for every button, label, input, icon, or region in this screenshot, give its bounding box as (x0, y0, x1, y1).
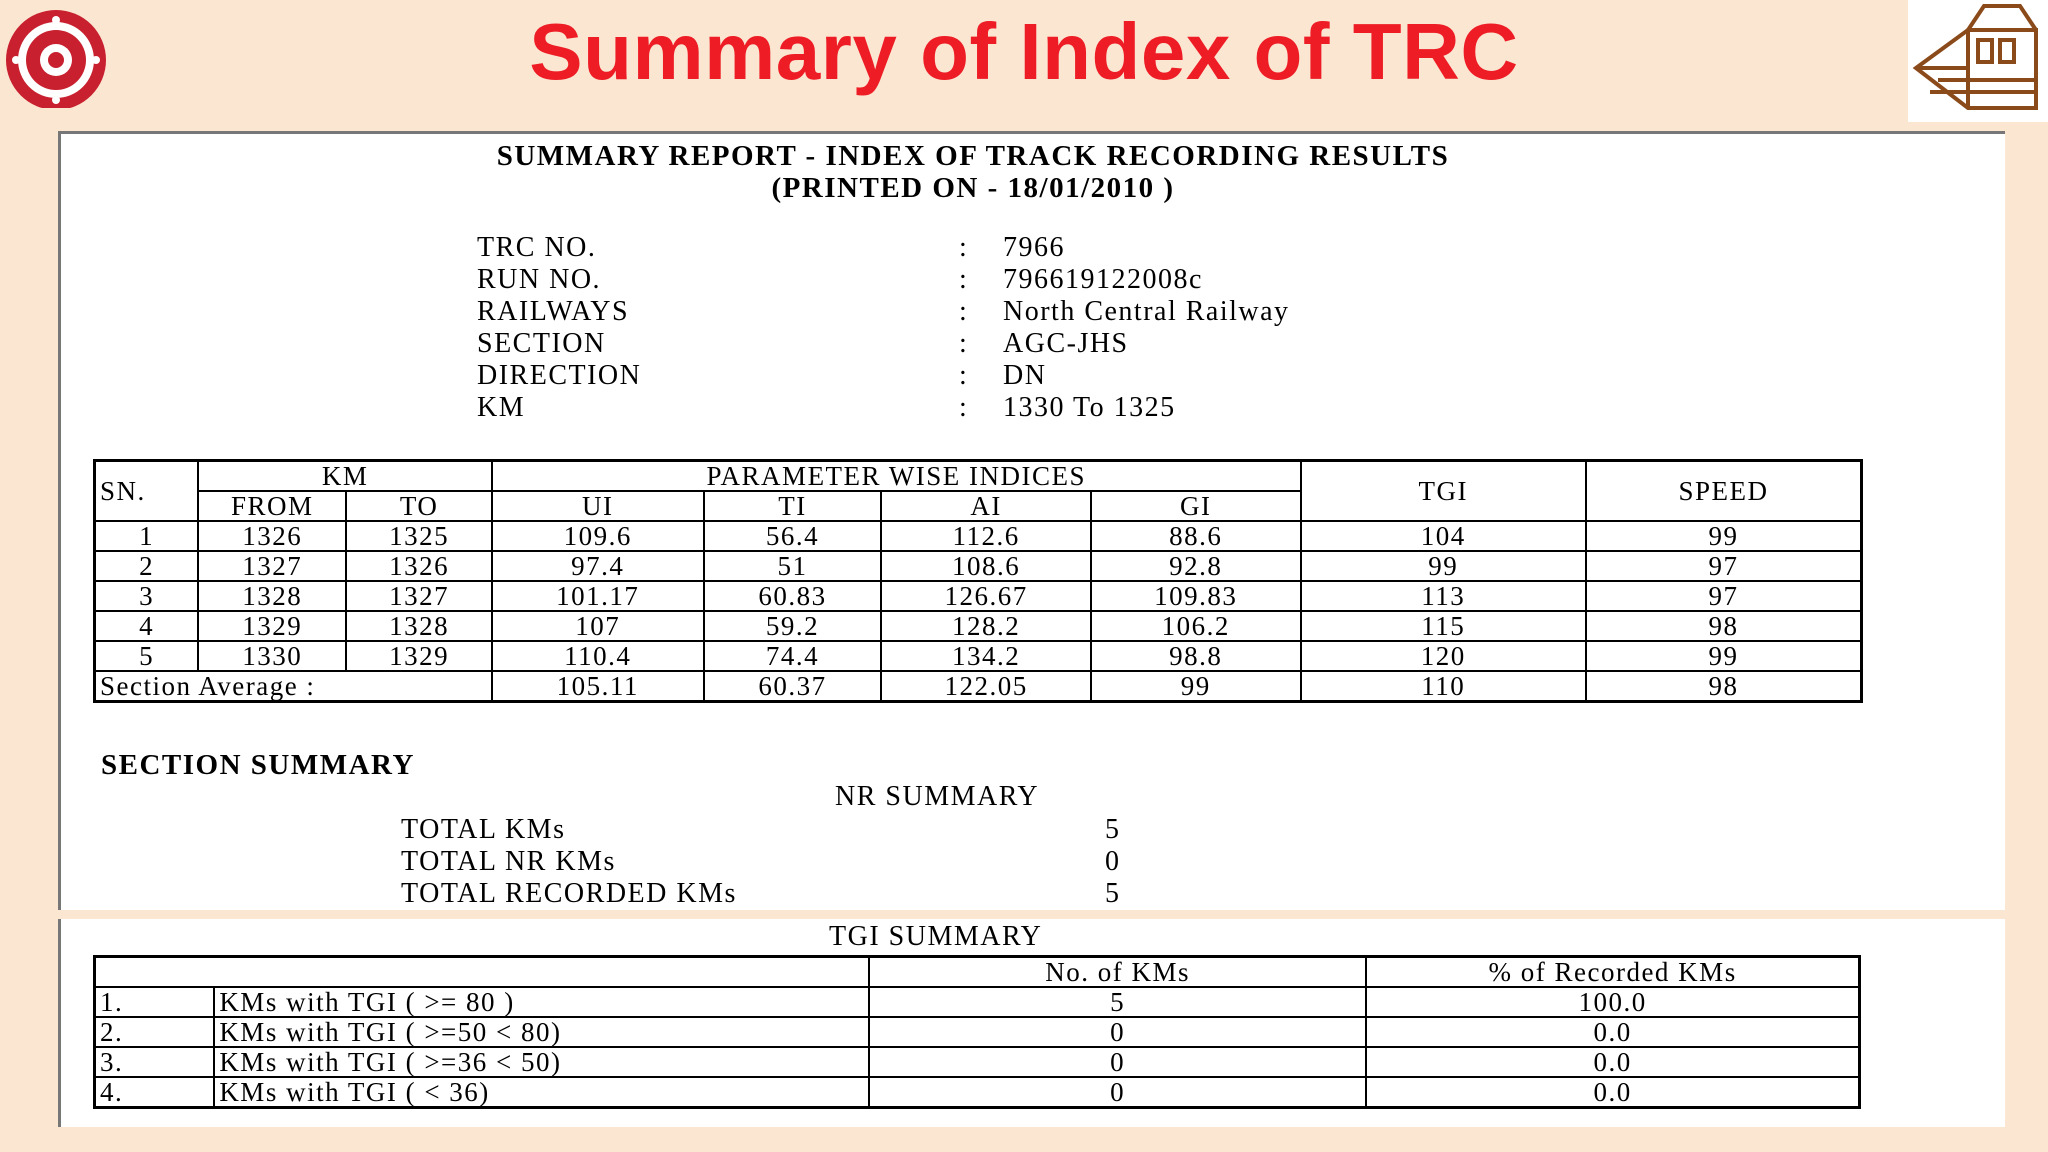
cell-speed: 97 (1586, 581, 1862, 611)
cell-ui: 109.6 (492, 521, 704, 551)
cell-pct: 0.0 (1366, 1017, 1859, 1047)
cell-ai: 112.6 (881, 521, 1091, 551)
header-pct-recorded-kms: % of Recorded KMs (1366, 957, 1859, 988)
cell-index: 1. (95, 987, 215, 1017)
avg-gi: 99 (1091, 671, 1301, 702)
header-sn: SN. (95, 461, 199, 522)
tgi-summary-heading: TGI SUMMARY (829, 921, 1043, 952)
cell-ai: 108.6 (881, 551, 1091, 581)
summary-value-total-kms: 5 (1105, 814, 1121, 845)
report-sheet (58, 131, 2005, 910)
indices-table (93, 459, 1863, 703)
rdso-train-logo (1908, 0, 2048, 122)
report-printed-on: (PRINTED ON - 18/01/2010 ) (771, 172, 1175, 204)
tgi-summary-sheet (58, 919, 2005, 1127)
table-row (95, 987, 1860, 1017)
cell-to: 1329 (346, 641, 492, 671)
info-colon: : (959, 328, 969, 359)
summary-value-total-recorded-kms: 5 (1105, 878, 1121, 909)
info-label-direction: DIRECTION (477, 360, 642, 391)
info-colon: : (959, 296, 969, 327)
table-header-row (95, 461, 1862, 492)
info-colon: : (959, 360, 969, 391)
info-value-km: 1330 To 1325 (1003, 392, 1176, 423)
cell-tgi: 115 (1301, 611, 1586, 641)
table-row (95, 521, 1862, 551)
header-km: KM (198, 461, 492, 492)
section-average-row (95, 671, 1862, 702)
cell-gi: 106.2 (1091, 611, 1301, 641)
info-label-km: KM (477, 392, 526, 423)
cell-ti: 60.83 (704, 581, 882, 611)
slide-title: Summary of Index of TRC (529, 7, 1519, 96)
header-ai: AI (881, 491, 1091, 521)
info-value-section: AGC-JHS (1003, 328, 1129, 359)
cell-ti: 74.4 (704, 641, 882, 671)
info-label-section: SECTION (477, 328, 606, 359)
indian-railways-logo (0, 8, 112, 108)
cell-sn: 4 (95, 611, 199, 641)
summary-label-total-kms: TOTAL KMs (401, 814, 566, 845)
avg-ai: 122.05 (881, 671, 1091, 702)
cell-no-of-kms: 0 (869, 1077, 1366, 1108)
info-colon: : (959, 392, 969, 423)
cell-tgi: 120 (1301, 641, 1586, 671)
cell-index: 4. (95, 1077, 215, 1108)
info-value-railways: North Central Railway (1003, 296, 1290, 327)
info-label-trc-no: TRC NO. (477, 232, 597, 263)
table-row (95, 1017, 1860, 1047)
cell-category: KMs with TGI ( < 36) (214, 1077, 869, 1108)
cell-ui: 101.17 (492, 581, 704, 611)
cell-gi: 98.8 (1091, 641, 1301, 671)
cell-ti: 59.2 (704, 611, 882, 641)
cell-speed: 99 (1586, 641, 1862, 671)
cell-no-of-kms: 0 (869, 1017, 1366, 1047)
cell-tgi: 99 (1301, 551, 1586, 581)
header-blank (95, 957, 870, 988)
cell-from: 1327 (198, 551, 346, 581)
cell-ai: 134.2 (881, 641, 1091, 671)
avg-speed: 98 (1586, 671, 1862, 702)
cell-from: 1326 (198, 521, 346, 551)
report-title: SUMMARY REPORT - INDEX OF TRACK RECORDING RESULTS (496, 140, 1450, 172)
cell-speed: 97 (1586, 551, 1862, 581)
cell-ti: 51 (704, 551, 882, 581)
cell-pct: 0.0 (1366, 1077, 1859, 1108)
cell-index: 2. (95, 1017, 215, 1047)
cell-no-of-kms: 0 (869, 1047, 1366, 1077)
cell-sn: 2 (95, 551, 199, 581)
cell-category: KMs with TGI ( >=36 < 50) (214, 1047, 869, 1077)
cell-index: 3. (95, 1047, 215, 1077)
table-header-row (95, 957, 1860, 988)
tgi-summary-table (93, 955, 1861, 1109)
cell-category: KMs with TGI ( >=50 < 80) (214, 1017, 869, 1047)
info-value-trc-no: 7966 (1003, 232, 1065, 263)
header-from: FROM (198, 491, 346, 521)
summary-label-total-nr-kms: TOTAL NR KMs (401, 846, 616, 877)
avg-ui: 105.11 (492, 671, 704, 702)
cell-ai: 126.67 (881, 581, 1091, 611)
cell-category: KMs with TGI ( >= 80 ) (214, 987, 869, 1017)
header-to: TO (346, 491, 492, 521)
section-average-label: Section Average : (95, 671, 492, 702)
header-speed: SPEED (1586, 461, 1862, 522)
info-colon: : (959, 232, 969, 263)
table-row (95, 581, 1862, 611)
table-row (95, 1047, 1860, 1077)
cell-ui: 110.4 (492, 641, 704, 671)
cell-speed: 98 (1586, 611, 1862, 641)
cell-speed: 99 (1586, 521, 1862, 551)
cell-tgi: 113 (1301, 581, 1586, 611)
avg-ti: 60.37 (704, 671, 882, 702)
cell-gi: 88.6 (1091, 521, 1301, 551)
table-row (95, 611, 1862, 641)
cell-to: 1326 (346, 551, 492, 581)
info-label-railways: RAILWAYS (477, 296, 630, 327)
cell-to: 1328 (346, 611, 492, 641)
nr-summary-heading: NR SUMMARY (835, 781, 1040, 812)
header-parameter-wise-indices: PARAMETER WISE INDICES (492, 461, 1301, 492)
avg-tgi: 110 (1301, 671, 1586, 702)
header-gi: GI (1091, 491, 1301, 521)
cell-sn: 3 (95, 581, 199, 611)
cell-from: 1330 (198, 641, 346, 671)
cell-ui: 107 (492, 611, 704, 641)
header-ui: UI (492, 491, 704, 521)
table-row (95, 1077, 1860, 1108)
cell-gi: 92.8 (1091, 551, 1301, 581)
cell-pct: 0.0 (1366, 1047, 1859, 1077)
header-tgi: TGI (1301, 461, 1586, 522)
cell-ti: 56.4 (704, 521, 882, 551)
info-value-run-no: 796619122008c (1003, 264, 1203, 295)
cell-ai: 128.2 (881, 611, 1091, 641)
cell-pct: 100.0 (1366, 987, 1859, 1017)
cell-no-of-kms: 5 (869, 987, 1366, 1017)
cell-from: 1329 (198, 611, 346, 641)
cell-to: 1327 (346, 581, 492, 611)
table-row (95, 551, 1862, 581)
header-ti: TI (704, 491, 882, 521)
cell-tgi: 104 (1301, 521, 1586, 551)
cell-sn: 1 (95, 521, 199, 551)
cell-to: 1325 (346, 521, 492, 551)
info-value-direction: DN (1003, 360, 1047, 391)
cell-sn: 5 (95, 641, 199, 671)
info-label-run-no: RUN NO. (477, 264, 602, 295)
header-no-of-kms: No. of KMs (869, 957, 1366, 988)
cell-ui: 97.4 (492, 551, 704, 581)
table-row (95, 641, 1862, 671)
summary-value-total-nr-kms: 0 (1105, 846, 1121, 877)
summary-label-total-recorded-kms: TOTAL RECORDED KMs (401, 878, 737, 909)
info-colon: : (959, 264, 969, 295)
section-summary-heading: SECTION SUMMARY (101, 749, 415, 781)
cell-from: 1328 (198, 581, 346, 611)
cell-gi: 109.83 (1091, 581, 1301, 611)
